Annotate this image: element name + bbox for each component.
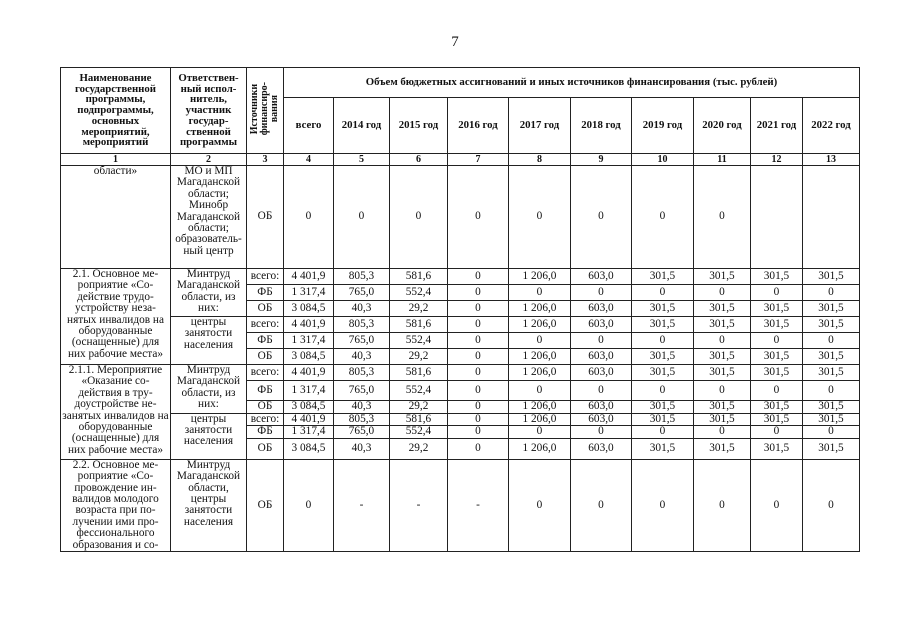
funding-source: ОБ: [247, 349, 284, 365]
amount-cell: 301,5: [694, 301, 751, 317]
amount-cell: 301,5: [632, 269, 694, 285]
amount-cell: 603,0: [571, 301, 632, 317]
amount-cell: 552,4: [390, 426, 448, 439]
responsible-executor: Минтруд Магаданской области, из них:: [171, 269, 247, 317]
amount-cell: 0: [632, 459, 694, 551]
amount-cell: 301,5: [632, 317, 694, 333]
amount-cell: 0: [509, 381, 571, 401]
page-number: 7: [451, 34, 459, 50]
table-row: [61, 166, 860, 269]
amount-cell: 301,5: [694, 269, 751, 285]
amount-cell: 0: [632, 166, 694, 269]
amount-cell: 301,5: [803, 301, 860, 317]
amount-cell: 3 084,5: [284, 349, 334, 365]
header-volume: Объем бюджетных ассигнований и иных источников финансирования (тыс. рублей): [284, 68, 860, 98]
amount-cell: 1 206,0: [509, 301, 571, 317]
amount-cell: 0: [751, 285, 803, 301]
amount-cell: 1 206,0: [509, 438, 571, 459]
table-row: [61, 459, 860, 551]
amount-cell: 0: [632, 333, 694, 349]
amount-cell: 301,5: [694, 413, 751, 426]
amount-cell: 0: [632, 285, 694, 301]
amount-cell: 1 317,4: [284, 285, 334, 301]
amount-cell: 301,5: [803, 365, 860, 381]
amount-cell: 301,5: [632, 365, 694, 381]
amount-cell: 301,5: [751, 269, 803, 285]
funding-source: ФБ: [247, 285, 284, 301]
amount-cell: 603,0: [571, 401, 632, 414]
amount-cell: 765,0: [334, 333, 390, 349]
header-responsible-col: Ответствен-ный испол-нитель, участник государ-ственной программы: [171, 68, 247, 154]
amount-cell: 0: [803, 333, 860, 349]
activity-name: области»: [61, 166, 171, 269]
amount-cell: 1 317,4: [284, 333, 334, 349]
amount-cell: 301,5: [803, 349, 860, 365]
table-row: [61, 269, 860, 285]
amount-cell: 0: [694, 333, 751, 349]
amount-cell: 1 206,0: [509, 349, 571, 365]
amount-cell: 0: [694, 459, 751, 551]
column-number: 6: [390, 154, 448, 166]
amount-cell: 4 401,9: [284, 269, 334, 285]
funding-source: ФБ: [247, 333, 284, 349]
header-year-col: 2016 год: [448, 98, 509, 154]
amount-cell: 0: [390, 166, 448, 269]
amount-cell: 301,5: [751, 301, 803, 317]
amount-cell: 0: [803, 381, 860, 401]
amount-cell: 0: [694, 381, 751, 401]
amount-cell: 3 084,5: [284, 301, 334, 317]
column-number: 10: [632, 154, 694, 166]
amount-cell: 0: [448, 349, 509, 365]
amount-cell: 0: [448, 413, 509, 426]
amount-cell: 805,3: [334, 317, 390, 333]
amount-cell: 301,5: [803, 413, 860, 426]
responsible-executor: МО и МП Магаданской области; Минобр Магаданской области; образователь-ный центр: [171, 166, 247, 269]
table-header: [61, 68, 860, 166]
header-year-col: 2017 год: [509, 98, 571, 154]
amount-cell: 0: [694, 285, 751, 301]
header-year-col: 2021 год: [751, 98, 803, 154]
financing-table: [60, 67, 860, 552]
amount-cell: [803, 166, 860, 269]
responsible-executor: Минтруд Магаданской области, из них:: [171, 365, 247, 414]
amount-cell: 603,0: [571, 349, 632, 365]
amount-cell: 40,3: [334, 401, 390, 414]
responsible-executor: центры занятости населения: [171, 413, 247, 459]
header-name-col: Наименование государственной программы, подпрограммы, основных мероприятий, мероприятий: [61, 68, 171, 154]
header-year-col: 2019 год: [632, 98, 694, 154]
header-year-col: всего: [284, 98, 334, 154]
amount-cell: 0: [448, 301, 509, 317]
funding-source: ФБ: [247, 381, 284, 401]
amount-cell: 4 401,9: [284, 317, 334, 333]
funding-source: ОБ: [247, 401, 284, 414]
funding-source: всего:: [247, 317, 284, 333]
amount-cell: 29,2: [390, 438, 448, 459]
amount-cell: 301,5: [632, 438, 694, 459]
amount-cell: 0: [448, 317, 509, 333]
table-body: [61, 166, 860, 552]
amount-cell: 301,5: [803, 317, 860, 333]
amount-cell: 40,3: [334, 438, 390, 459]
table-row: [61, 365, 860, 381]
amount-cell: 765,0: [334, 426, 390, 439]
amount-cell: 552,4: [390, 285, 448, 301]
amount-cell: 301,5: [632, 413, 694, 426]
amount-cell: 40,3: [334, 301, 390, 317]
amount-cell: 301,5: [803, 269, 860, 285]
responsible-executor: центры занятости населения: [171, 317, 247, 365]
column-number: 2: [171, 154, 247, 166]
amount-cell: [751, 166, 803, 269]
column-number: 11: [694, 154, 751, 166]
amount-cell: 29,2: [390, 349, 448, 365]
amount-cell: 301,5: [632, 401, 694, 414]
amount-cell: 0: [694, 166, 751, 269]
amount-cell: 0: [509, 459, 571, 551]
amount-cell: 0: [509, 426, 571, 439]
amount-cell: 0: [448, 269, 509, 285]
header-source-col: [247, 68, 284, 154]
amount-cell: 0: [571, 166, 632, 269]
amount-cell: 301,5: [803, 438, 860, 459]
responsible-executor: Минтруд Магаданской области, центры занятости населения: [171, 459, 247, 551]
amount-cell: 581,6: [390, 269, 448, 285]
amount-cell: 29,2: [390, 301, 448, 317]
amount-cell: 0: [803, 285, 860, 301]
funding-source: ОБ: [247, 166, 284, 269]
amount-cell: 1 317,4: [284, 381, 334, 401]
amount-cell: 603,0: [571, 317, 632, 333]
amount-cell: 301,5: [751, 365, 803, 381]
amount-cell: 805,3: [334, 269, 390, 285]
amount-cell: 301,5: [751, 438, 803, 459]
amount-cell: 0: [448, 365, 509, 381]
amount-cell: 0: [448, 285, 509, 301]
amount-cell: 0: [571, 381, 632, 401]
amount-cell: 3 084,5: [284, 438, 334, 459]
amount-cell: 40,3: [334, 349, 390, 365]
amount-cell: 0: [448, 438, 509, 459]
amount-cell: 603,0: [571, 269, 632, 285]
amount-cell: 1 206,0: [509, 365, 571, 381]
amount-cell: 552,4: [390, 333, 448, 349]
amount-cell: 0: [334, 166, 390, 269]
amount-cell: 0: [632, 426, 694, 439]
amount-cell: 0: [509, 166, 571, 269]
funding-source: ФБ: [247, 426, 284, 439]
column-number: 13: [803, 154, 860, 166]
amount-cell: 0: [803, 426, 860, 439]
activity-name: 2.1. Основное ме-роприятие «Со-действие трудо-устройству неза-нятых инвалидов на оборудованные (оснащенные) для них рабочие места»: [61, 269, 171, 365]
amount-cell: 1 206,0: [509, 413, 571, 426]
amount-cell: -: [390, 459, 448, 551]
amount-cell: 765,0: [334, 381, 390, 401]
amount-cell: 0: [571, 333, 632, 349]
amount-cell: 301,5: [694, 349, 751, 365]
amount-cell: 0: [509, 333, 571, 349]
header-year-col: 2018 год: [571, 98, 632, 154]
amount-cell: 0: [751, 381, 803, 401]
amount-cell: 581,6: [390, 317, 448, 333]
amount-cell: 1 317,4: [284, 426, 334, 439]
amount-cell: 0: [632, 381, 694, 401]
amount-cell: 0: [448, 426, 509, 439]
amount-cell: 0: [284, 459, 334, 551]
column-number: 3: [247, 154, 284, 166]
amount-cell: -: [448, 459, 509, 551]
column-number: 1: [61, 154, 171, 166]
header-year-col: 2020 год: [694, 98, 751, 154]
column-number: 4: [284, 154, 334, 166]
amount-cell: 0: [448, 381, 509, 401]
amount-cell: 805,3: [334, 365, 390, 381]
amount-cell: 301,5: [694, 365, 751, 381]
activity-name: 2.2. Основное ме-роприятие «Со-провождение ин-валидов молодого возраста при по-лучении ими про-фессионального образования и со-: [61, 459, 171, 551]
amount-cell: 301,5: [751, 317, 803, 333]
amount-cell: 0: [571, 426, 632, 439]
amount-cell: 0: [509, 285, 571, 301]
amount-cell: 1 206,0: [509, 401, 571, 414]
amount-cell: 301,5: [694, 401, 751, 414]
amount-cell: 0: [284, 166, 334, 269]
header-source-label: Источники финансиро- вания: [249, 82, 280, 136]
amount-cell: 301,5: [751, 401, 803, 414]
amount-cell: 4 401,9: [284, 365, 334, 381]
amount-cell: 581,6: [390, 413, 448, 426]
amount-cell: 0: [803, 459, 860, 551]
header-year-col: 2014 год: [334, 98, 390, 154]
amount-cell: 0: [694, 426, 751, 439]
table-row: [61, 317, 860, 333]
amount-cell: 0: [448, 333, 509, 349]
amount-cell: 603,0: [571, 365, 632, 381]
amount-cell: 1 206,0: [509, 317, 571, 333]
column-number: 9: [571, 154, 632, 166]
column-number: 7: [448, 154, 509, 166]
header-year-col: 2015 год: [390, 98, 448, 154]
funding-source: ОБ: [247, 301, 284, 317]
amount-cell: 765,0: [334, 285, 390, 301]
amount-cell: 301,5: [694, 438, 751, 459]
funding-source: ОБ: [247, 459, 284, 551]
amount-cell: 29,2: [390, 401, 448, 414]
amount-cell: 552,4: [390, 381, 448, 401]
amount-cell: 4 401,9: [284, 413, 334, 426]
amount-cell: 1 206,0: [509, 269, 571, 285]
amount-cell: 603,0: [571, 438, 632, 459]
amount-cell: 0: [571, 459, 632, 551]
amount-cell: 0: [751, 333, 803, 349]
funding-source: ОБ: [247, 438, 284, 459]
column-number: 5: [334, 154, 390, 166]
table-row: [61, 413, 860, 426]
header-year-col: 2022 год: [803, 98, 860, 154]
column-number: 8: [509, 154, 571, 166]
funding-source: всего:: [247, 365, 284, 381]
amount-cell: 301,5: [751, 413, 803, 426]
amount-cell: 603,0: [571, 413, 632, 426]
amount-cell: 301,5: [694, 317, 751, 333]
amount-cell: 0: [751, 426, 803, 439]
amount-cell: 301,5: [632, 301, 694, 317]
amount-cell: -: [334, 459, 390, 551]
amount-cell: 805,3: [334, 413, 390, 426]
amount-cell: 0: [571, 285, 632, 301]
funding-source: всего:: [247, 413, 284, 426]
amount-cell: 3 084,5: [284, 401, 334, 414]
amount-cell: 301,5: [751, 349, 803, 365]
amount-cell: 301,5: [632, 349, 694, 365]
activity-name: 2.1.1. Мероприятие «Оказание со-действия в тру-доустройстве не-занятых инвалидов на оборудованные (оснащенные) для них рабочие места»: [61, 365, 171, 460]
amount-cell: 301,5: [803, 401, 860, 414]
amount-cell: 581,6: [390, 365, 448, 381]
funding-source: всего:: [247, 269, 284, 285]
amount-cell: 0: [448, 166, 509, 269]
amount-cell: 0: [448, 401, 509, 414]
amount-cell: 0: [751, 459, 803, 551]
column-number: 12: [751, 154, 803, 166]
